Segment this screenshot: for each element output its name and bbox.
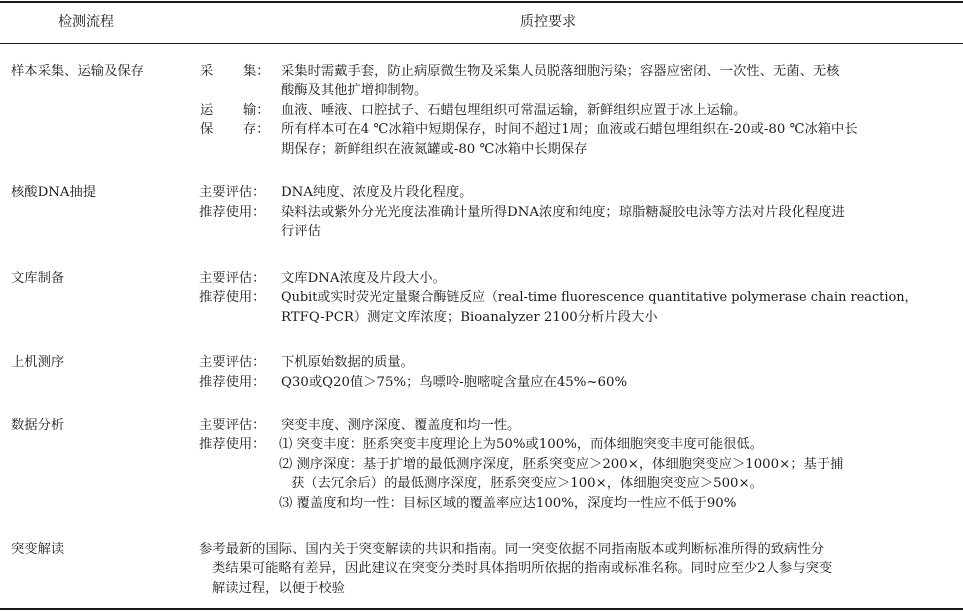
ana-rec-label: 推荐使用： <box>199 437 266 452</box>
ana-rec-line-1: ⑴ 突变丰度：胚系突变丰度理论上为50%或100%，而体细胞突变丰度可能很低。 <box>279 437 763 452</box>
store-line-1: 所有样本可在4 ℃冰箱中短期保存，时间不超过1周；血液或石蜡包埋组织在-20或-80 ℃冰箱中长 <box>281 122 858 137</box>
lib-eval-label: 主要评估： <box>199 271 266 286</box>
lib-rec-label: 推荐使用： <box>199 290 266 305</box>
collect-line-1: 采集时需戴手套，防止病原微生物及采集人员脱落细胞污染；容器应密闭、一次性、无菌、无核 <box>281 64 840 79</box>
label-store-b: 存： <box>243 122 270 137</box>
ana-rec-line-2: ⑵ 测序深度：基于扩增的最低测序深度，胚系突变应＞200×，体细胞突变应＞1000×；基于捕 <box>279 457 844 472</box>
stage-data-analysis: 数据分析 <box>11 418 65 433</box>
ana-rec-line-4: ⑶ 覆盖度和均一性：目标区域的覆盖率应达100%，深度均一性应不低于90% <box>279 496 737 511</box>
label-transport-a: 运 <box>200 103 214 118</box>
stage-library-prep: 文库制备 <box>11 271 65 286</box>
label-store-a: 保 <box>200 122 214 137</box>
dna-eval-line-1: DNA纯度、浓度及片段化程度。 <box>281 185 473 200</box>
table-top-rule <box>0 1 963 3</box>
interp-line-2: 类结果可能略有差异，因此建议在突变分类时具体指明所依据的指南或标准名称。同时应至少2人参与突变 <box>212 561 833 576</box>
seq-rec-line-1: Q30或Q20值＞75%；鸟嘌呤-胞嘧啶含量应在45%~60% <box>281 375 628 390</box>
lib-rec-line-2: RTFQ-PCR）测定文库浓度；Bioanalyzer 2100分析片段大小 <box>281 310 658 325</box>
table-header-rule <box>0 43 963 44</box>
seq-rec-label: 推荐使用： <box>199 375 266 390</box>
interp-line-1: 参考最新的国际、国内关于突变解读的共识和指南。同一突变依据不同指南版本或判断标准所得的致病性分 <box>199 542 824 557</box>
store-line-2: 期保存；新鲜组织在液氮罐或-80 ℃冰箱中长期保存 <box>281 142 588 157</box>
stage-sample: 样本采集、运输及保存 <box>11 64 144 79</box>
dna-rec-line-1: 染料法或紫外分光光度法准确计量所得DNA浓度和纯度；琼脂糖凝胶电泳等方法对片段化程度进 <box>281 205 845 220</box>
label-collect-a: 采 <box>200 64 214 79</box>
dna-rec-line-2: 行评估 <box>281 224 321 239</box>
ana-eval-label: 主要评估： <box>199 418 266 433</box>
seq-eval-line-1: 下机原始数据的质量。 <box>281 355 414 370</box>
header-requirements: 质控要求 <box>520 14 576 30</box>
dna-eval-label: 主要评估： <box>199 185 266 200</box>
interp-line-3: 解读过程，以便于校验 <box>212 581 345 596</box>
lib-rec-line-1: Qubit或实时荧光定量聚合酶链反应（real-time fluorescence quantitative polymerase chain reaction， <box>281 290 918 305</box>
dna-rec-label: 推荐使用： <box>199 205 266 220</box>
label-transport-b: 输： <box>243 103 270 118</box>
transport-line-1: 血液、唾液、口腔拭子、石蜡包埋组织可常温运输，新鲜组织应置于冰上运输。 <box>281 103 747 118</box>
header-process: 检测流程 <box>58 14 114 30</box>
stage-interpretation: 突变解读 <box>11 542 65 557</box>
lib-eval-line-1: 文库DNA浓度及片段大小。 <box>281 271 446 286</box>
stage-sequencing: 上机测序 <box>11 355 65 370</box>
seq-eval-label: 主要评估： <box>199 355 266 370</box>
ana-rec-line-3: 获（去冗余后）的最低测序深度，胚系突变应＞100×，体细胞突变应＞500×。 <box>291 476 763 491</box>
label-collect-b: 集： <box>243 64 270 79</box>
ana-eval-line-1: 突变丰度、测序深度、覆盖度和均一性。 <box>281 418 521 433</box>
collect-line-2: 酸酶及其他扩增抑制物。 <box>281 83 428 98</box>
stage-dna-extraction: 核酸DNA抽提 <box>11 185 97 200</box>
table-bottom-rule <box>0 608 963 610</box>
